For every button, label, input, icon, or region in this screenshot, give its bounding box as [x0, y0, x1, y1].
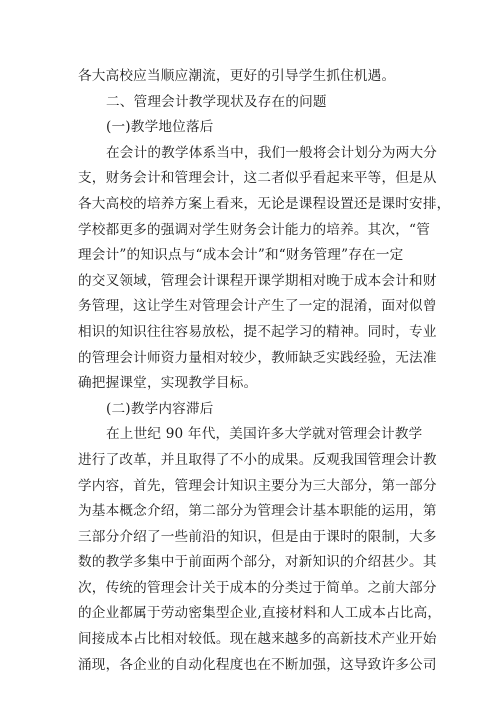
paragraph-line: 在上世纪 90 年代，美国许多大学就对管理会计教学 [106, 426, 423, 443]
paragraph-line: 确把握课堂，实现教学目标。 [78, 375, 258, 392]
paragraph-line: 学内容，首先，管理会计知识主要分为三大部分，第一部分 [78, 477, 437, 494]
section-heading: 二、管理会计教学现状及存在的问题 [106, 93, 327, 110]
paragraph-line: 涌现，各企业的自动化程度也在不断加强，这导致许多公司 [78, 656, 437, 673]
paragraph-line: 为基本概念介绍，第二部分为管理会计基本职能的运用，第 [78, 503, 437, 520]
paragraph-line: 在会计的教学体系当中，我们一般将会计划分为两大分 [106, 144, 438, 161]
document-page [78, 64, 451, 678]
paragraph-line: 相识的知识往往容易放松，提不起学习的精神。同时，专业 [78, 323, 437, 340]
paragraph-line: 间接成本占比相对较低。现在越来越多的高新技术产业开始 [78, 631, 437, 648]
paragraph-line: 支，财务会计和管理会计，这二者似乎看起来平等，但是从 [78, 170, 437, 187]
paragraph-line: 务管理，这让学生对管理会计产生了一定的混淆，面对似曾 [78, 298, 437, 315]
paragraph-line: 的管理会计师资力量相对较少，教师缺乏实践经验，无法准 [78, 349, 437, 366]
paragraph-line: 数的教学多集中于前面两个部分，对新知识的介绍甚少。其 [78, 554, 437, 571]
subsection-heading-2: (二)教学内容滞后 [106, 400, 214, 417]
paragraph-line: 次，传统的管理会计关于成本的分类过于简单。之前大部分 [78, 579, 437, 596]
paragraph-line: 学校都更多的强调对学生财务会计能力的培养。其次，“管 [78, 221, 430, 238]
paragraph-line: 各大高校的培养方案上看来，无论是课程设置还是课时安排， [78, 195, 451, 212]
paragraph-line: 的交叉领域，管理会计课程开课学期相对晚于成本会计和财 [78, 272, 437, 289]
subsection-heading-1: (一)教学地位落后 [106, 119, 214, 136]
paragraph-line: 的企业都属于劳动密集型企业,直接材料和人工成本占比高， [78, 605, 442, 622]
paragraph-line: 理会计”的知识点与“成本会计”和“财务管理”存在一定 [78, 247, 404, 264]
paragraph-line: 三部分介绍了一些前沿的知识，但是由于课时的限制，大多 [78, 528, 437, 545]
paragraph-line: 各大高校应当顺应潮流，更好的引导学生抓住机遇。 [78, 68, 396, 84]
paragraph-line: 进行了改革，并且取得了不小的成果。反观我国管理会计教 [78, 451, 437, 468]
